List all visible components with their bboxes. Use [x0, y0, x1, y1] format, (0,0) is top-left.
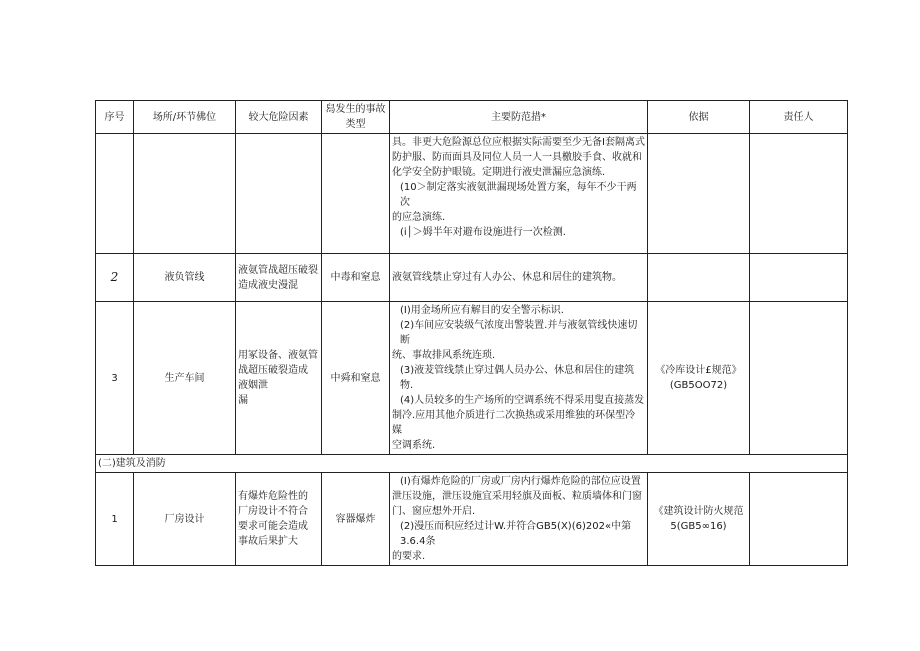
cell-measures [390, 302, 648, 455]
measure-line: (I)用金场所应有解目的安全警示标识. [400, 305, 564, 316]
header-no: 序号 [96, 101, 134, 134]
basis-line: 《冷库设计£规范》 [655, 365, 742, 376]
cell-no: 1 [96, 473, 134, 566]
measure-line: 泄压设施，泄压设施宜采用轻旗及面板、粒质墙体和门窗 [392, 491, 642, 502]
cell-place: 生产车间 [134, 302, 236, 455]
measure-line: (4)人员较多的生产场所的空调系统不得采用叟直接蒸发 [400, 395, 645, 406]
table-row-2 [96, 254, 848, 302]
cell-accident: 容器爆炸 [322, 473, 390, 566]
header-measures: 主要防范措* [390, 101, 648, 134]
basis-line: (GB5OO72) [669, 380, 728, 391]
hazard-line: 有爆炸危险性的 [238, 491, 308, 502]
measure-line: 统、事故排风系统连琐. [392, 350, 496, 361]
cell-measures: 液氨管线禁止穿过有人办公、休息和居住的建筑物。 [390, 254, 648, 302]
cell-hazard [236, 473, 322, 566]
hazard-line: 事故后果扩大 [238, 536, 298, 547]
basis-line: 《建筑设计防火规范 [653, 506, 744, 517]
basis-line: 5(GB5∞16) [670, 521, 727, 532]
measure-line: (3)液茇管线禁止穿过偶人员办公、休息和居住的建筑物. [400, 365, 635, 391]
section-title: (二)建筑及消防 [96, 455, 848, 473]
header-row [96, 101, 848, 134]
hazard-line: 战超压破裂造成 [238, 365, 308, 376]
header-basis: 依据 [648, 101, 750, 134]
hazard-table [95, 100, 848, 566]
measure-line: (2)漫压而积应经过计W.并符合GB5(X)(6)202«中第3.6.4条 [400, 521, 632, 547]
cell-measures [390, 473, 648, 566]
cell-accident [322, 134, 390, 254]
table-row-s2-1 [96, 473, 848, 566]
table-row-3 [96, 302, 848, 455]
cell-hazard [236, 302, 322, 455]
cell-basis [648, 302, 750, 455]
cell-responsible [750, 254, 848, 302]
measure-line: (i│＞姆半年对避布设施进行一次检测. [400, 227, 566, 238]
header-accident: 舄发生的事故类型 [322, 101, 390, 134]
measure-line: (10＞制定落实液氨泄漏现场处置方案，每年不少干两次 [400, 182, 637, 208]
measure-line: 防护服、防而面具及同位人员一人一具檄胶手食、收就和 [392, 152, 642, 163]
cell-no [96, 134, 134, 254]
cell-hazard: 液氨管战超压破裂造成液史漫混 [236, 254, 322, 302]
measure-line: 门、窗应想外开启. [392, 506, 476, 517]
hazard-line: 厂房设计不符合 [238, 506, 308, 517]
measure-line: 空调系统. [392, 440, 436, 451]
cell-responsible [750, 473, 848, 566]
cell-accident: 中毒和窒息 [322, 254, 390, 302]
measure-line: 的要求. [392, 551, 426, 562]
section-row [96, 455, 848, 473]
cell-place: 厂房设计 [134, 473, 236, 566]
cell-measures [390, 134, 648, 254]
header-place: 场所/环节佛位 [134, 101, 236, 134]
hazard-line: 液姻泄 [238, 380, 268, 391]
cell-place: 液负管线 [134, 254, 236, 302]
measure-line: (2)车间应安装级气浓度出警装置.并与液氨管线快速切断 [400, 320, 638, 346]
cell-no: 3 [96, 302, 134, 455]
cell-basis [648, 473, 750, 566]
measure-line: 具。非更大危险源总位应根据实际需要至少无备I套隔离式 [392, 137, 645, 148]
cell-place [134, 134, 236, 254]
cell-responsible [750, 134, 848, 254]
measure-line: 制冷.应用其他介质进行二次换热或采用维独的环保型冷媒 [392, 410, 636, 436]
cell-basis [648, 254, 750, 302]
hazard-line: 漏 [238, 395, 248, 406]
measure-line: (I)有爆炸危险的厂房或厂房内行爆炸危险的部位应设置 [400, 476, 641, 487]
header-responsible: 责任人 [750, 101, 848, 134]
cell-hazard [236, 134, 322, 254]
hazard-line: 要求可能会造成 [238, 521, 308, 532]
cell-basis [648, 134, 750, 254]
cell-responsible [750, 302, 848, 455]
hazard-line: 用冢设备、液氨管 [238, 350, 318, 361]
measure-line: 化学安全防护眼镜。定期进行液史泄漏应急演练. [392, 167, 606, 178]
table-row-continued [96, 134, 848, 254]
header-hazard: 较大危险因素 [236, 101, 322, 134]
cell-no: 2 [96, 254, 134, 302]
cell-accident: 中舜和窒息 [322, 302, 390, 455]
measure-line: 的应急演练. [392, 212, 446, 223]
